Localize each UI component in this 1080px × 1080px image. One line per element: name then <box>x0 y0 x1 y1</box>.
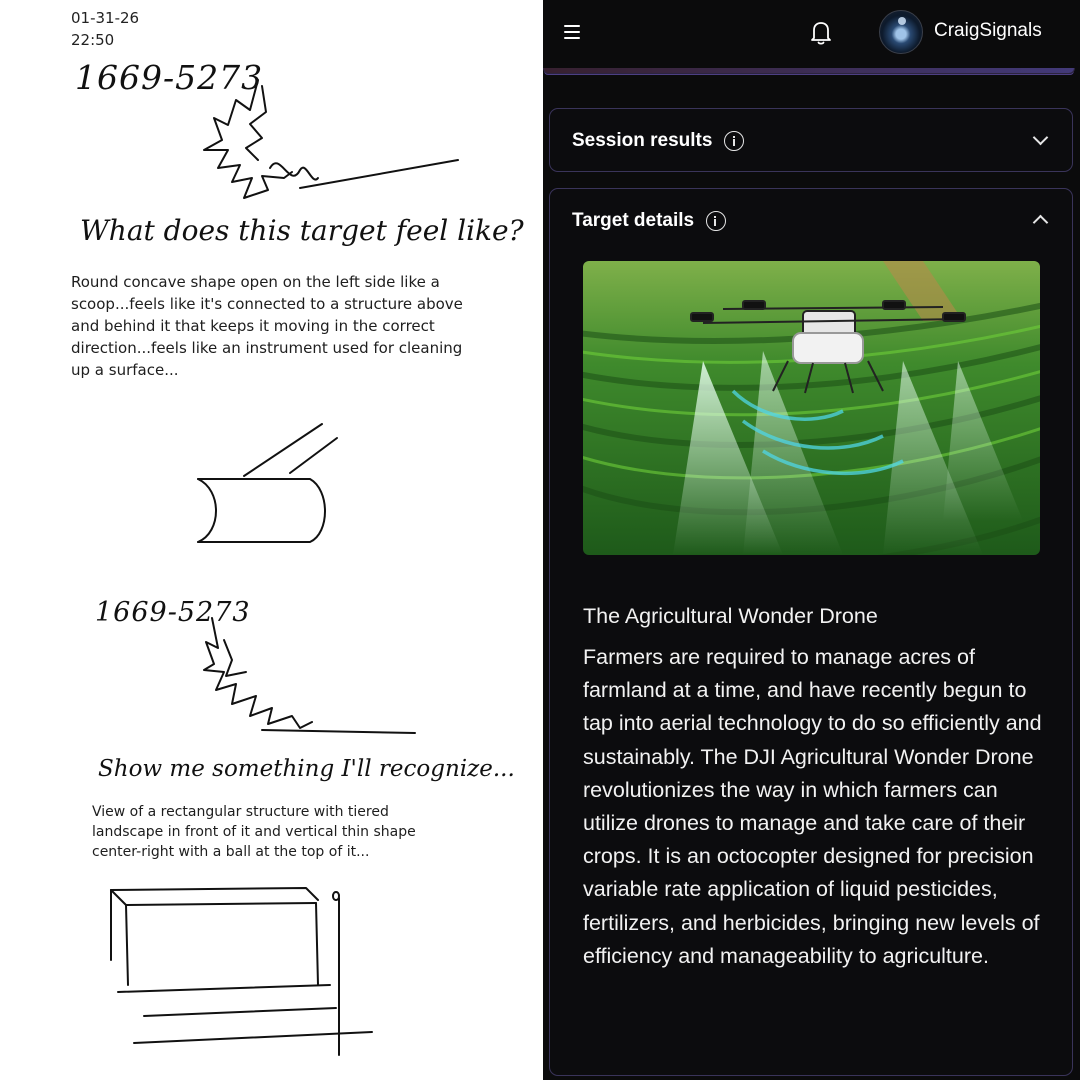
session-description-2: View of a rectangular structure with tiered landscape in front of it and vertical thin shape center-right with a ball at the top of it... <box>92 804 416 860</box>
target-coordinate-2: 1669-5273 <box>95 597 251 628</box>
target-description: Farmers are required to manage acres of farmland at a time, and have recently begun to tap into aerial technology to do so efficiently and sustainably. The DJI Agricultural Wonder Drone revolutionizes the way in which farmers can utilize drones to manage and take care of their crops. It is an octocopter designed for precision variable rate application of liquid pesticides, fertilizers, and herbicides, bringing new levels of efficiency and manageability to agriculture. <box>583 645 1042 968</box>
ideogram-2 <box>204 618 415 733</box>
app-header <box>543 0 1080 64</box>
collapsed-card-edge <box>543 68 1075 74</box>
structure-sketch <box>111 888 372 1055</box>
hamburger-menu-icon[interactable] <box>559 18 587 46</box>
target-heading: The Agricultural Wonder Drone <box>583 604 878 628</box>
session-results-card <box>549 108 1073 172</box>
ideogram-1 <box>204 80 458 198</box>
session-results-title: Session results <box>572 130 713 151</box>
session-results-header[interactable] <box>572 126 744 156</box>
drone-over-crops-illustration <box>583 261 1040 555</box>
handwritten-question-2: Show me something I'll recognize... <box>98 756 515 782</box>
chevron-down-icon[interactable] <box>1033 130 1049 146</box>
target-details-title: Target details <box>572 210 695 231</box>
user-avatar[interactable] <box>879 10 923 54</box>
handwritten-question-1: What does this target feel like? <box>80 214 524 247</box>
scoop-sketch <box>198 424 337 542</box>
username-label[interactable]: CraigSignals <box>934 20 1042 41</box>
target-image <box>583 261 1040 555</box>
info-icon[interactable] <box>706 211 726 231</box>
target-details-card <box>549 188 1073 1076</box>
session-description-1: Round concave shape open on the left side like a scoop...feels like it's connected to a structure above and behind it that keeps it moving in the correct direction...feels like an instrument used for cleaning up a surface... <box>71 273 463 379</box>
note-date: 01-31-26 <box>71 9 140 27</box>
info-icon[interactable] <box>724 131 744 151</box>
chevron-up-icon[interactable] <box>1033 215 1049 231</box>
target-coordinate-1: 1669-5273 <box>75 58 264 97</box>
bell-icon[interactable] <box>807 17 835 47</box>
target-app-panel <box>543 0 1080 1080</box>
note-time: 22:50 <box>71 31 115 49</box>
target-details-header[interactable] <box>572 206 726 236</box>
